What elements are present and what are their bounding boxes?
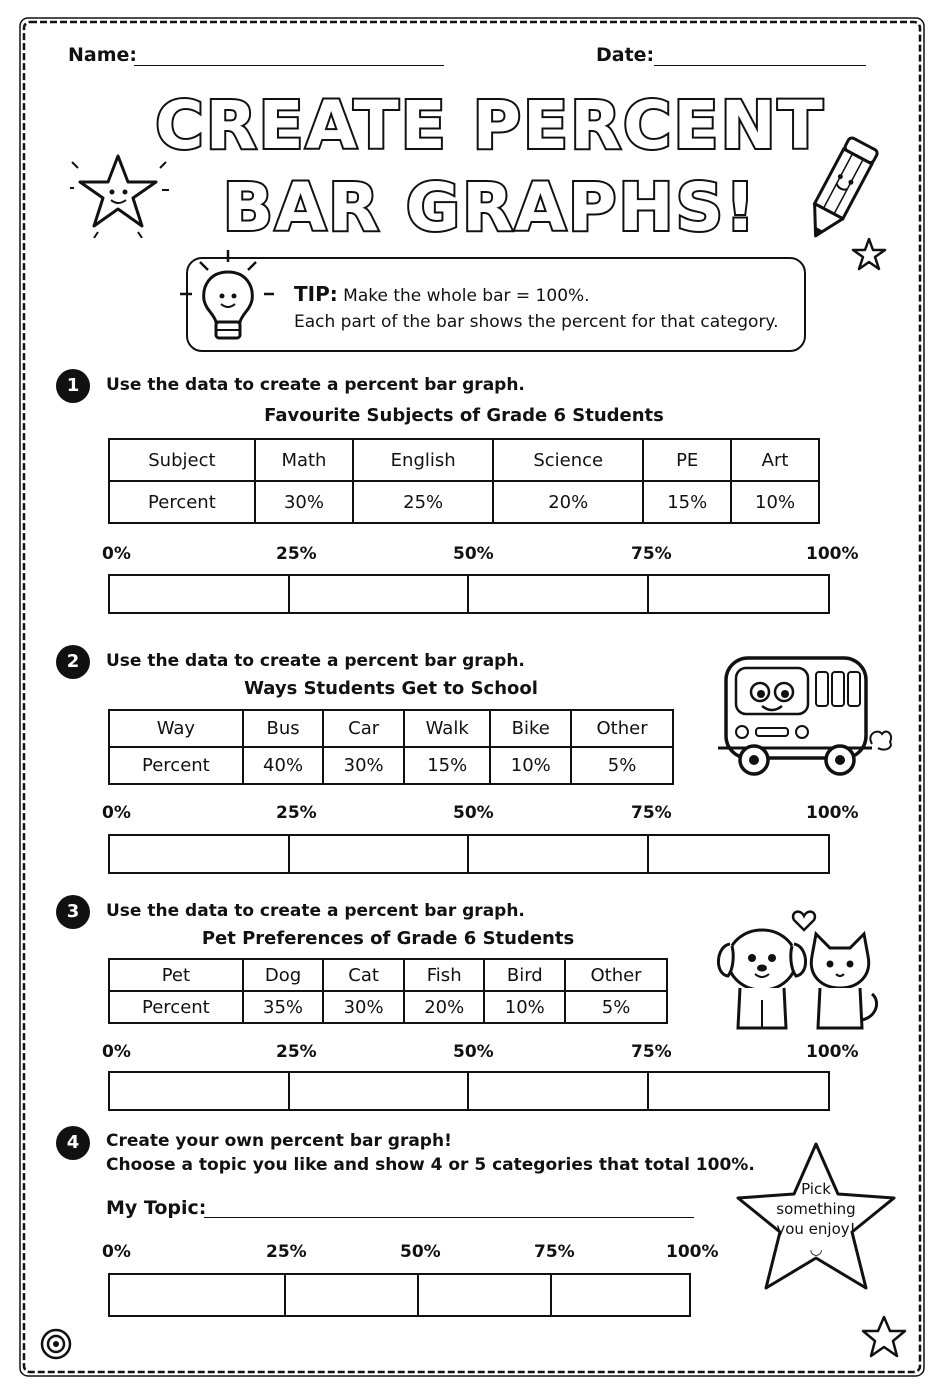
scale-label-25: 25% (276, 544, 317, 564)
question-2-number: 2 (56, 645, 90, 679)
table-cell: 20% (493, 481, 643, 523)
table-cell: Percent (109, 991, 243, 1023)
scale-label-100: 100% (806, 544, 859, 564)
scale-label-100: 100% (666, 1242, 719, 1262)
table-cell: 20% (404, 991, 485, 1023)
star-bubble-text (766, 1179, 866, 1259)
table-row (109, 747, 673, 784)
date-label: Date: (596, 44, 655, 66)
name-label: Name: (68, 44, 138, 66)
table-header-row (109, 959, 667, 991)
bar-segment[interactable] (290, 576, 470, 612)
bar-segment[interactable] (110, 576, 290, 612)
table-cell: Way (109, 710, 243, 747)
scale-label-0: 0% (102, 544, 131, 564)
table-cell: Percent (109, 481, 255, 523)
star-bubble-line-3: you enjoy! (776, 1220, 856, 1238)
bar-segment[interactable] (110, 1275, 286, 1315)
table-cell: Subject (109, 439, 255, 481)
star-bubble-line-1: Pick (801, 1180, 831, 1198)
tip-box (186, 257, 806, 352)
question-2-instruction: Use the data to create a percent bar graph. (106, 651, 525, 671)
table-cell: Science (493, 439, 643, 481)
table-cell: Pet (109, 959, 243, 991)
date-field[interactable] (654, 44, 866, 66)
question-2-answer-bar[interactable] (108, 834, 830, 874)
scale-label-0: 0% (102, 803, 131, 823)
question-4-answer-bar[interactable] (108, 1273, 691, 1317)
bar-segment[interactable] (469, 836, 649, 872)
table-cell: Other (565, 959, 667, 991)
table-header-row (109, 710, 673, 747)
question-1-number: 1 (56, 369, 90, 403)
scale-label-75: 75% (631, 544, 672, 564)
table-cell: Cat (323, 959, 404, 991)
scale-label-100: 100% (806, 803, 859, 823)
scale-label-100: 100% (806, 1042, 859, 1062)
table-cell: English (353, 439, 493, 481)
scale-label-75: 75% (631, 1042, 672, 1062)
tip-line-1 (294, 281, 804, 309)
table-cell: 30% (323, 747, 404, 784)
star-icon (860, 1314, 908, 1360)
question-1-instruction: Use the data to create a percent bar graph. (106, 375, 525, 395)
tip-text-2: Each part of the bar shows the percent for that category. (294, 312, 779, 332)
scale-label-75: 75% (534, 1242, 575, 1262)
table-cell: Car (323, 710, 404, 747)
table-cell: 10% (731, 481, 819, 523)
bar-segment[interactable] (649, 1073, 829, 1109)
name-field[interactable] (134, 44, 444, 66)
my-topic-field[interactable] (204, 1196, 694, 1218)
table-cell: Fish (404, 959, 485, 991)
question-3-number: 3 (56, 895, 90, 929)
bus-icon (712, 648, 896, 784)
scale-label-25: 25% (276, 1042, 317, 1062)
scale-label-25: 25% (276, 803, 317, 823)
question-1-answer-bar[interactable] (108, 574, 830, 614)
table-cell: Walk (404, 710, 491, 747)
bar-segment[interactable] (552, 1275, 689, 1315)
question-2-table (108, 709, 674, 785)
pets-illustration (712, 904, 888, 1036)
title-line-1: CREATE PERCENT (155, 87, 825, 164)
table-row (109, 991, 667, 1023)
bar-segment[interactable] (419, 1275, 552, 1315)
smile-icon: ◡ (809, 1240, 823, 1258)
question-3-table (108, 958, 668, 1024)
table-cell: Bird (484, 959, 565, 991)
bar-segment[interactable] (286, 1275, 419, 1315)
table-cell: Dog (243, 959, 324, 991)
question-3-table-title: Pet Preferences of Grade 6 Students (201, 928, 575, 949)
question-2-table-title: Ways Students Get to School (244, 678, 538, 699)
my-topic-label: My Topic: (106, 1197, 207, 1219)
scale-label-0: 0% (102, 1242, 131, 1262)
table-cell: 5% (571, 747, 673, 784)
star-face-icon (70, 148, 170, 238)
question-4-number: 4 (56, 1126, 90, 1160)
spiral-icon (38, 1326, 74, 1362)
bar-segment[interactable] (469, 1073, 649, 1109)
bar-segment[interactable] (290, 1073, 470, 1109)
table-cell: Art (731, 439, 819, 481)
question-4-instruction-2: Choose a topic you like and show 4 or 5 categories that total 100%. (106, 1155, 755, 1175)
scale-label-50: 50% (400, 1242, 441, 1262)
table-cell: 15% (643, 481, 731, 523)
table-cell: 5% (565, 991, 667, 1023)
table-row (109, 481, 819, 523)
table-cell: Bike (490, 710, 571, 747)
bar-segment[interactable] (649, 836, 829, 872)
pencil-icon (800, 128, 880, 252)
table-cell: Percent (109, 747, 243, 784)
table-cell: 40% (243, 747, 324, 784)
tip-text-1: Make the whole bar = 100%. (343, 286, 590, 306)
scale-label-75: 75% (631, 803, 672, 823)
star-icon (850, 236, 888, 272)
table-cell: Other (571, 710, 673, 747)
table-header-row (109, 439, 819, 481)
star-bubble-line-2: something (776, 1200, 856, 1218)
page-title (150, 78, 840, 248)
table-cell: Bus (243, 710, 324, 747)
question-3-instruction: Use the data to create a percent bar graph. (106, 901, 525, 921)
tip-heading: TIP: (294, 282, 338, 306)
scale-label-50: 50% (453, 803, 494, 823)
table-cell: PE (643, 439, 731, 481)
table-cell: 30% (255, 481, 353, 523)
table-cell: 35% (243, 991, 324, 1023)
heart-icon (793, 912, 815, 930)
lightbulb-icon (176, 244, 276, 348)
bar-segment[interactable] (649, 576, 829, 612)
bar-segment[interactable] (110, 1073, 290, 1109)
scale-label-25: 25% (266, 1242, 307, 1262)
bar-segment[interactable] (110, 836, 290, 872)
table-cell: 30% (323, 991, 404, 1023)
table-cell: Math (255, 439, 353, 481)
bar-segment[interactable] (469, 576, 649, 612)
question-1-table-title: Favourite Subjects of Grade 6 Students (264, 405, 664, 426)
question-1-table (108, 438, 820, 524)
table-cell: 15% (404, 747, 491, 784)
table-cell: 25% (353, 481, 493, 523)
cat-icon (811, 934, 876, 1028)
question-4-instruction-1: Create your own percent bar graph! (106, 1131, 452, 1151)
dog-icon (718, 930, 805, 1028)
table-cell: 10% (490, 747, 571, 784)
scale-label-50: 50% (453, 544, 494, 564)
bar-segment[interactable] (290, 836, 470, 872)
question-3-answer-bar[interactable] (108, 1071, 830, 1111)
scale-label-50: 50% (453, 1042, 494, 1062)
title-line-2: BAR GRAPHS! (222, 169, 758, 246)
scale-label-0: 0% (102, 1042, 131, 1062)
table-cell: 10% (484, 991, 565, 1023)
